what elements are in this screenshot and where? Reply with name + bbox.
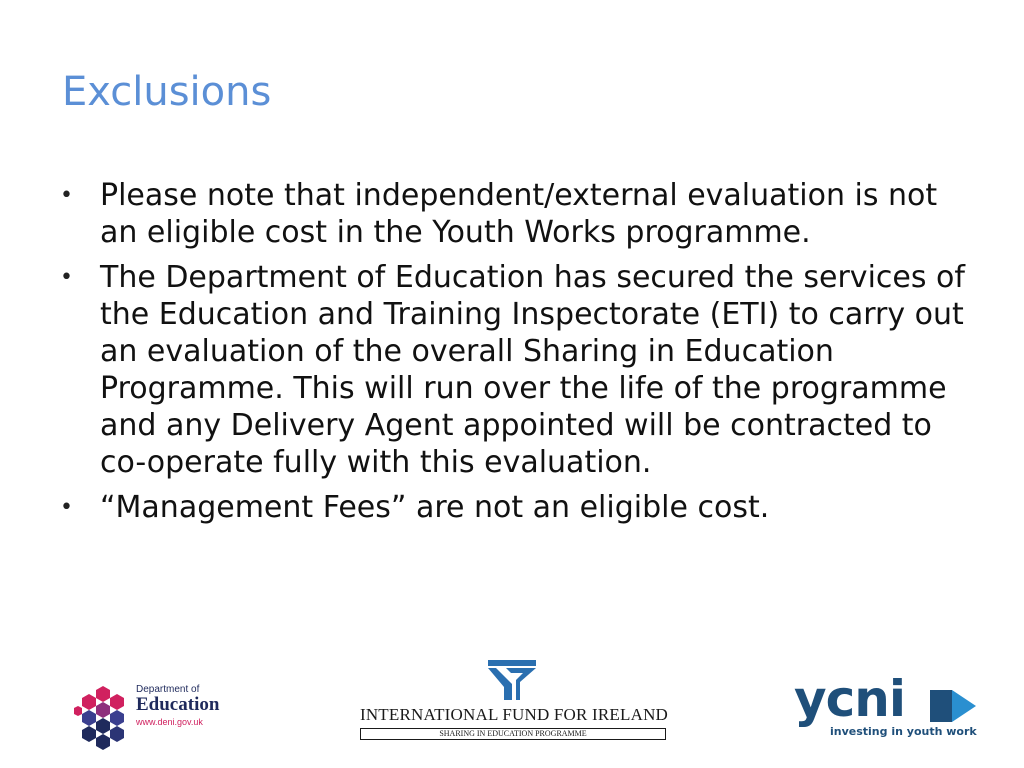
bullet-text: “Management Fees” are not an eligible cost.	[100, 490, 770, 525]
international-fund-for-ireland-logo	[358, 658, 670, 744]
footer-logos	[0, 650, 1024, 760]
slide-title: Exclusions	[62, 69, 272, 115]
bullet-text: Please note that independent/external evaluation is not an eligible cost in the Youth Works programme.	[100, 178, 938, 250]
ifi-name-text: INTERNATIONAL FUND FOR IRELAND	[359, 705, 669, 724]
ycni-tagline: investing in youth work	[830, 725, 977, 738]
ycni-wordmark: ycni	[794, 670, 905, 728]
deni-education-text: Education	[136, 694, 220, 715]
bullet-text: The Department of Education has secured the services of the Education and Training Inspectorate (ETI) to carry out an evaluation of the overall Sharing in Education Programme. This will run over the life of the programme and any Delivery Agent appointed will be contracted to co-operate fully with this evaluation.	[100, 260, 965, 480]
bullet-marker: •	[60, 265, 73, 290]
bullet-marker: •	[60, 495, 73, 520]
bullet-item	[58, 177, 978, 251]
play-arrow-icon	[930, 686, 976, 726]
deni-department-text: Department of	[136, 684, 200, 695]
ifi-programme-text: SHARING IN EDUCATION PROGRAMME	[360, 728, 666, 740]
ycni-logo	[794, 670, 994, 746]
bullet-list	[58, 177, 978, 534]
deni-url-text: www.deni.gov.uk	[136, 717, 203, 727]
hexagon-cluster-icon	[74, 684, 132, 750]
bullet-item	[58, 259, 978, 481]
bullet-item	[58, 489, 978, 526]
ifi-emblem-icon	[486, 660, 538, 700]
department-of-education-logo	[74, 684, 244, 754]
bullet-marker: •	[60, 183, 73, 208]
